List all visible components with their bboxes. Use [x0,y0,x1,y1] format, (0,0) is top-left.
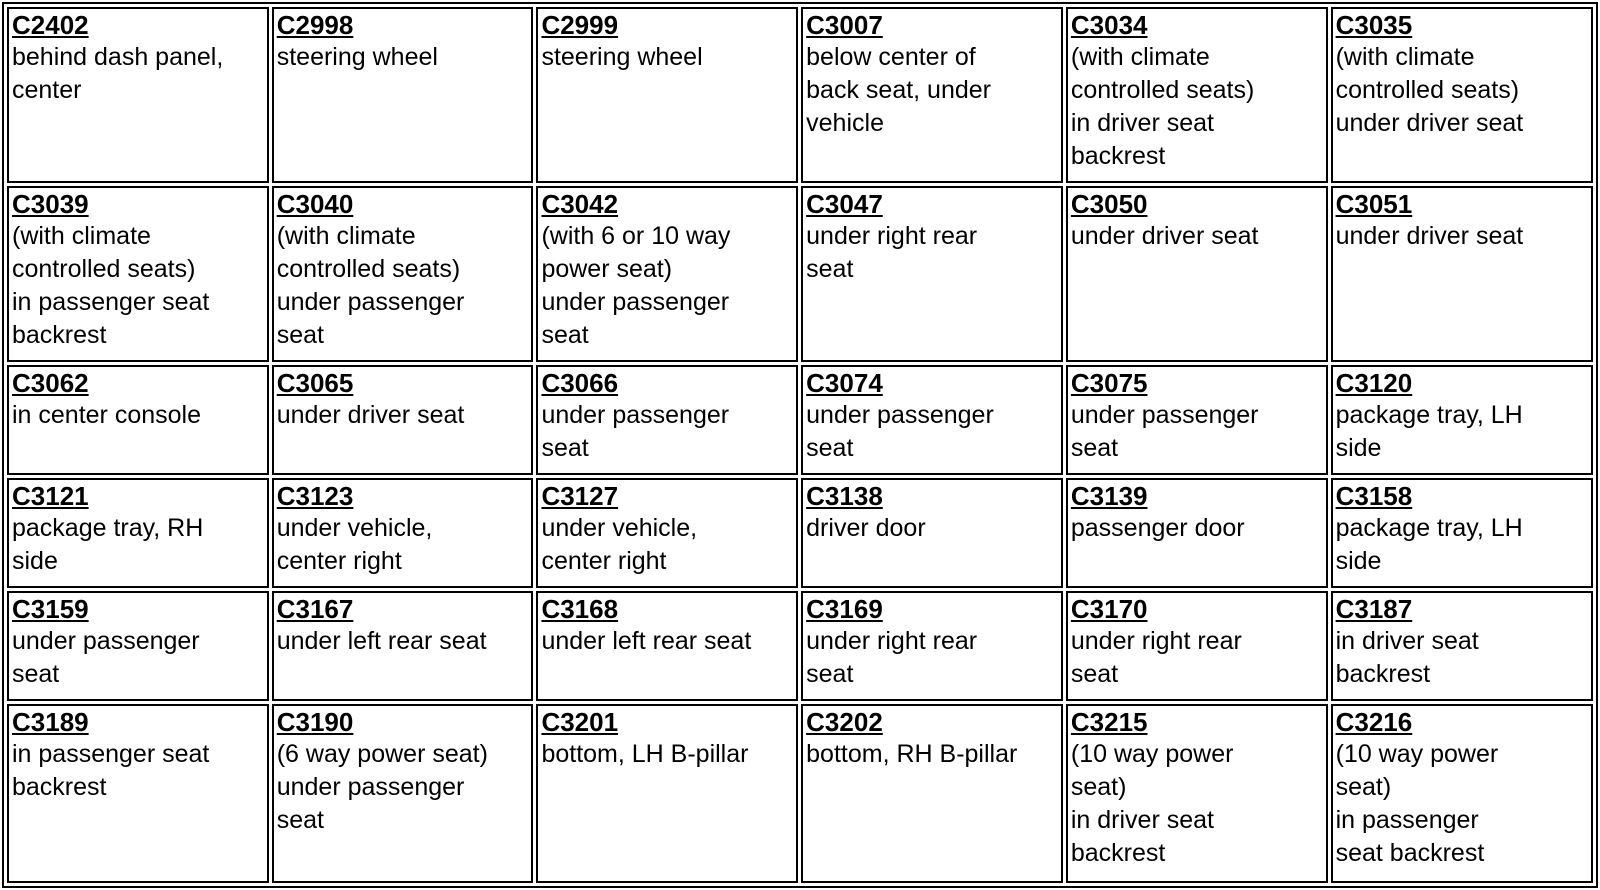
connector-location: driver door [806,514,926,543]
table-cell [7,365,269,475]
connector-code: C3139 [1070,481,1148,512]
connector-location: (6 way power seat) under passenger seat [276,739,488,834]
connector-code: C2402 [12,10,89,40]
connector-location: in passenger seat backrest [12,739,210,801]
connector-code: C3121 [12,481,89,512]
table-cell [272,591,534,701]
connector-location: package tray, RH side [12,514,204,576]
connector-code: C3065 [276,368,354,399]
connector-location: passenger door [1070,514,1245,543]
connector-code: C3169 [806,593,883,624]
table-row [7,478,1593,588]
connector-location: under passenger seat [541,401,730,463]
table-cell [1066,7,1328,183]
table-cell [272,7,534,183]
connector-code: C3062 [12,368,89,399]
connector-location: steering wheel [541,43,703,71]
table-cell [272,704,534,883]
connector-location: under vehicle, center right [541,514,698,576]
table-cell [536,7,798,183]
connector-code: C3138 [806,481,883,512]
connector-code: C3066 [541,368,619,399]
table-cell [272,365,534,475]
connector-code: C3215 [1070,706,1148,737]
connector-location: under right rear seat [1070,626,1242,688]
table-cell [7,591,269,701]
connector-code: C3034 [1070,10,1148,40]
table-cell [801,7,1063,183]
connector-location: in driver seat backrest [1335,626,1479,688]
connector-code: C3187 [1335,593,1413,624]
table-row [7,186,1593,362]
connector-code: C3040 [276,189,354,220]
connector-location: steering wheel [276,43,438,71]
connector-code: C3047 [806,189,883,220]
connector-code: C3167 [276,593,354,624]
connector-code: C2998 [276,10,354,40]
table-cell [7,7,269,183]
connector-code: C2999 [541,10,619,40]
connector-location: under passenger seat [12,626,200,688]
connector-location: bottom, LH B-pillar [541,739,749,768]
table-cell [801,478,1063,588]
table-cell [7,186,269,362]
table-cell [801,186,1063,362]
table-cell [1331,478,1593,588]
connector-location: bottom, RH B-pillar [806,739,1018,768]
connector-code: C3216 [1335,706,1413,737]
connector-code: C3202 [806,706,883,737]
connector-location: under driver seat [1070,222,1259,251]
connector-code: C3074 [806,368,883,399]
table-row [7,591,1593,701]
table-cell [1331,365,1593,475]
table-cell [536,478,798,588]
connector-code: C3039 [12,189,89,220]
table-cell [1066,186,1328,362]
connector-location: under right rear seat [806,222,978,284]
table-cell [272,186,534,362]
table-cell [1066,478,1328,588]
connector-location: below center of back seat, under vehicle [806,43,991,137]
table-cell [801,591,1063,701]
connector-code: C3159 [12,593,89,624]
connector-location: under right rear seat [806,626,978,688]
connector-location: under passenger seat [1070,401,1259,463]
connector-code: C3170 [1070,593,1148,624]
table-row [7,704,1593,883]
connector-code: C3158 [1335,481,1413,512]
table-row [7,7,1593,183]
connector-location: under driver seat [276,401,465,430]
connector-location: under left rear seat [276,626,487,655]
connector-code: C3201 [541,706,619,737]
connector-location: in center console [12,401,202,430]
connector-code: C3075 [1070,368,1148,399]
connector-location: under driver seat [1335,222,1524,251]
connector-code: C3035 [1335,10,1413,40]
table-cell [272,478,534,588]
table-cell [801,704,1063,883]
table-cell [1066,704,1328,883]
connector-location: under passenger seat [806,401,994,463]
table-body [7,7,1593,883]
connector-location: (with climate controlled seats) under driver seat [1335,43,1524,137]
connector-code: C3051 [1335,189,1413,220]
connector-code: C3050 [1070,189,1148,220]
connector-location: package tray, LH side [1335,401,1523,463]
table-cell [1066,365,1328,475]
table-cell [801,365,1063,475]
connector-code: C3042 [541,189,619,220]
table-cell [1331,591,1593,701]
table-cell [1331,704,1593,883]
table-cell [536,704,798,883]
table-cell [1331,186,1593,362]
connector-code: C3168 [541,593,619,624]
table-cell [536,365,798,475]
table-cell [536,186,798,362]
connector-code: C3120 [1335,368,1413,399]
connector-location: package tray, LH side [1335,514,1523,576]
connector-location: under left rear seat [541,626,752,655]
connector-location: (10 way power seat) in passenger seat backrest [1335,739,1499,867]
table-cell [7,704,269,883]
connector-code: C3127 [541,481,619,512]
connector-location: under vehicle, center right [276,514,433,576]
table-cell [1066,591,1328,701]
connector-location: behind dash panel, center [12,43,224,104]
connector-code: C3189 [12,706,89,737]
connector-code: C3007 [806,10,883,40]
connector-location: (with climate controlled seats) in passenger seat backrest [12,222,210,350]
table-row [7,365,1593,475]
connector-code: C3123 [276,481,354,512]
table-cell [7,478,269,588]
connector-location: (10 way power seat) in driver seat backrest [1070,739,1234,867]
connector-location: (with 6 or 10 way power seat) under passenger seat [541,222,731,350]
connector-location: (with climate controlled seats) under passenger seat [276,222,465,350]
table-cell [536,591,798,701]
connector-location-table [2,2,1598,888]
connector-location: (with climate controlled seats) in driver seat backrest [1070,43,1255,170]
connector-code: C3190 [276,706,354,737]
table-cell [1331,7,1593,183]
